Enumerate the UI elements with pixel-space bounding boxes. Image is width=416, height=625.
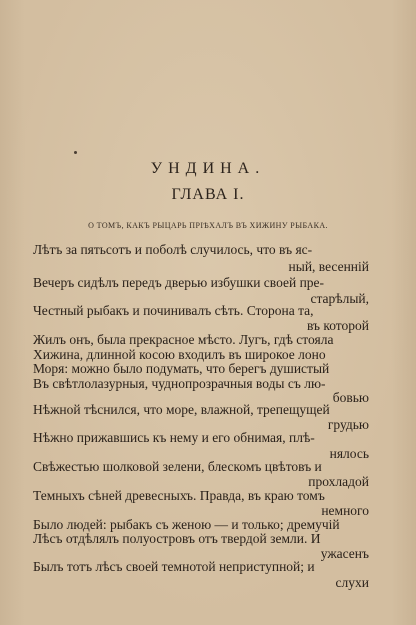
poem-line: Было людей: рыбакъ съ женою — и только; дремучій [33,517,340,532]
chapter-heading: ГЛАВА I. [171,186,245,203]
poem-line: Темныхъ сѣней древесныхъ. Правда, въ краю томъ [33,488,325,503]
book-title: УНДИНА. [150,160,266,177]
chapter-subtitle: О ТОМЪ, КАКЪ РЫЦАРЬ ПРІѢХАЛЪ ВЪ ХИЖИНУ РЫБАКА. [88,221,328,230]
poem-line-continuation: ный, весенній [288,259,369,274]
poem-line-continuation: грудью [327,417,369,432]
poem-line: Вечеръ сидѣлъ передъ дверью избушки своей пре- [33,275,325,290]
poem-line: Моря: можно было подумать, что берегъ душистый [33,361,330,376]
poem-line: Честный рыбакъ и починивалъ сѣть. Сторона та, [33,303,314,318]
poem-line: Нѣжной тѣснился, что море, влажной, трепещущей [33,402,330,417]
poem-line: Былъ тотъ лѣсъ своей темнотой неприступной; и [33,559,315,574]
poem-line-continuation: бовью [332,390,369,405]
poem-line-continuation: въ которой [306,318,369,333]
poem-line-continuation: ужасенъ [320,546,369,561]
poem-line: Нѣжно прижавшись къ нему и его обнимая, плѣ- [33,430,315,445]
poem-line-continuation: нялось [329,446,369,461]
poem-line-continuation: слухи [335,575,369,590]
poem-line: Свѣжестью шолковой зелени, блескомъ цвѣтовъ и [33,459,322,474]
poem-line-continuation: старѣлый, [310,291,369,306]
poem-line: Въ свѣтлолазурныя, чуднопрозрачныя воды съ лю- [33,376,326,391]
poem-line: Лѣтъ за пятьсотъ и поболѣ случилось, что въ яс- [33,242,313,257]
poem-line-continuation: немного [321,503,369,518]
poem-line: Хижина, длинной косою входилъ въ широкое лоно [33,347,326,362]
poem-line-continuation: прохладой [308,474,369,489]
poem-line: Жилъ онъ, была прекрасное мѣсто. Лугъ, гдѣ стояла [33,332,334,347]
poem-line: Лѣсъ отдѣлялъ полуостровъ отъ твердой земли. И [33,531,321,546]
